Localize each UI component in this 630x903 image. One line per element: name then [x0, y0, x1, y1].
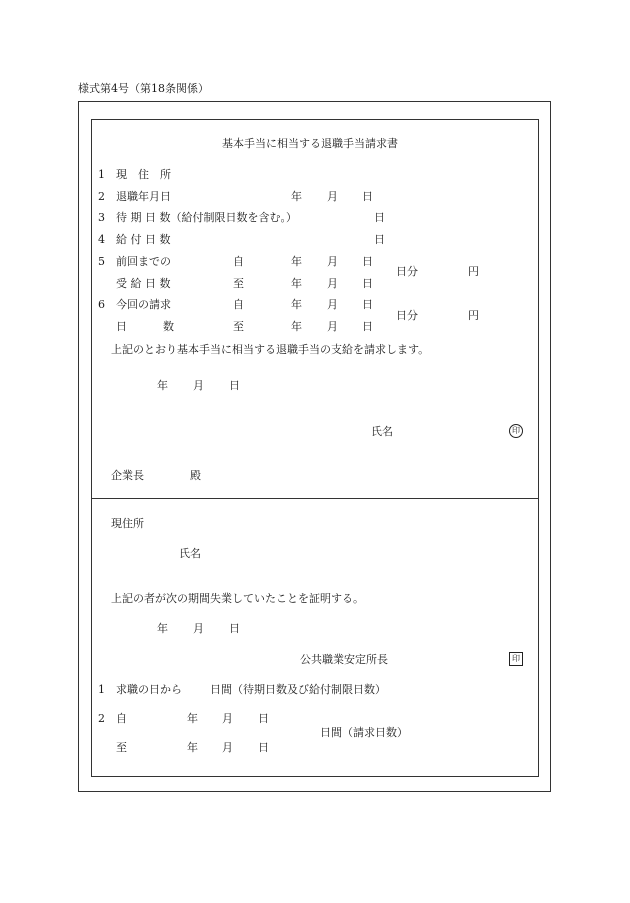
day-unit: 日	[362, 255, 373, 268]
month-unit: 月	[327, 190, 338, 203]
day-unit: 日	[229, 379, 240, 392]
from-label: 自	[233, 298, 244, 311]
row-number: 3	[98, 211, 105, 224]
from-label: 自	[233, 255, 244, 268]
retirement-date-label: 退職年月日	[116, 190, 171, 203]
days-label-char-1: 日	[116, 320, 127, 333]
row-number: 1	[98, 683, 105, 696]
year-unit: 年	[291, 320, 302, 333]
row-number: 2	[98, 712, 105, 725]
day-unit: 日	[374, 211, 385, 224]
row-number: 2	[98, 190, 105, 203]
day-unit: 日	[374, 233, 385, 246]
month-unit: 月	[222, 712, 233, 725]
month-unit: 月	[193, 379, 204, 392]
address-label: 現 住 所	[116, 168, 171, 181]
applicant-name-label: 氏名	[371, 425, 393, 438]
row-number: 6	[98, 298, 105, 311]
year-unit: 年	[291, 277, 302, 290]
form-label: 様式第4号（第18条関係）	[78, 82, 209, 95]
request-days-label: 日間（請求日数）	[320, 726, 408, 739]
office-head-label: 公共職業安定所長	[300, 653, 388, 666]
waiting-days-label: 待 期 日 数（給付制限日数を含む。）	[116, 211, 297, 224]
row-number: 5	[98, 255, 105, 268]
job-search-from-label: 求職の日から	[116, 683, 182, 696]
month-unit: 月	[327, 255, 338, 268]
received-days-label: 受 給 日 数	[116, 277, 171, 290]
to-label: 至	[233, 320, 244, 333]
day-unit: 日	[362, 320, 373, 333]
certified-name-label: 氏名	[179, 547, 201, 560]
waiting-restriction-days-label: 日間（待期日数及び給付制限日数）	[210, 683, 386, 696]
addressee-label: 企業長	[111, 469, 144, 482]
from-label: 自	[116, 712, 127, 725]
day-unit: 日	[362, 298, 373, 311]
year-unit: 年	[157, 379, 168, 392]
to-label: 至	[233, 277, 244, 290]
yen-unit: 円	[468, 309, 479, 322]
certification-statement: 上記の者が次の期間失業していたことを証明する。	[111, 592, 364, 605]
row-number: 4	[98, 233, 105, 246]
days-label-char-2: 数	[163, 320, 174, 333]
month-unit: 月	[327, 298, 338, 311]
form-title: 基本手当に相当する退職手当請求書	[222, 137, 398, 150]
year-unit: 年	[291, 298, 302, 311]
seal-icon: 印	[509, 424, 523, 438]
seal-icon: 印	[509, 652, 523, 666]
day-unit: 日	[229, 622, 240, 635]
to-label: 至	[116, 741, 127, 754]
days-portion-unit: 日分	[396, 309, 418, 322]
month-unit: 月	[193, 622, 204, 635]
request-statement: 上記のとおり基本手当に相当する退職手当の支給を請求します。	[111, 343, 430, 356]
year-unit: 年	[187, 741, 198, 754]
yen-unit: 円	[468, 265, 479, 278]
day-unit: 日	[258, 741, 269, 754]
honorific-label: 殿	[190, 469, 201, 482]
year-unit: 年	[291, 190, 302, 203]
day-unit: 日	[362, 277, 373, 290]
month-unit: 月	[327, 277, 338, 290]
year-unit: 年	[187, 712, 198, 725]
year-unit: 年	[291, 255, 302, 268]
section-divider	[91, 498, 539, 499]
month-unit: 月	[222, 741, 233, 754]
row-number: 1	[98, 168, 105, 181]
current-address-label: 現住所	[111, 517, 144, 530]
benefit-days-label: 給 付 日 数	[116, 233, 171, 246]
month-unit: 月	[327, 320, 338, 333]
day-unit: 日	[362, 190, 373, 203]
days-portion-unit: 日分	[396, 265, 418, 278]
day-unit: 日	[258, 712, 269, 725]
year-unit: 年	[157, 622, 168, 635]
previous-label: 前回までの	[116, 255, 171, 268]
current-request-label: 今回の請求	[116, 298, 171, 311]
